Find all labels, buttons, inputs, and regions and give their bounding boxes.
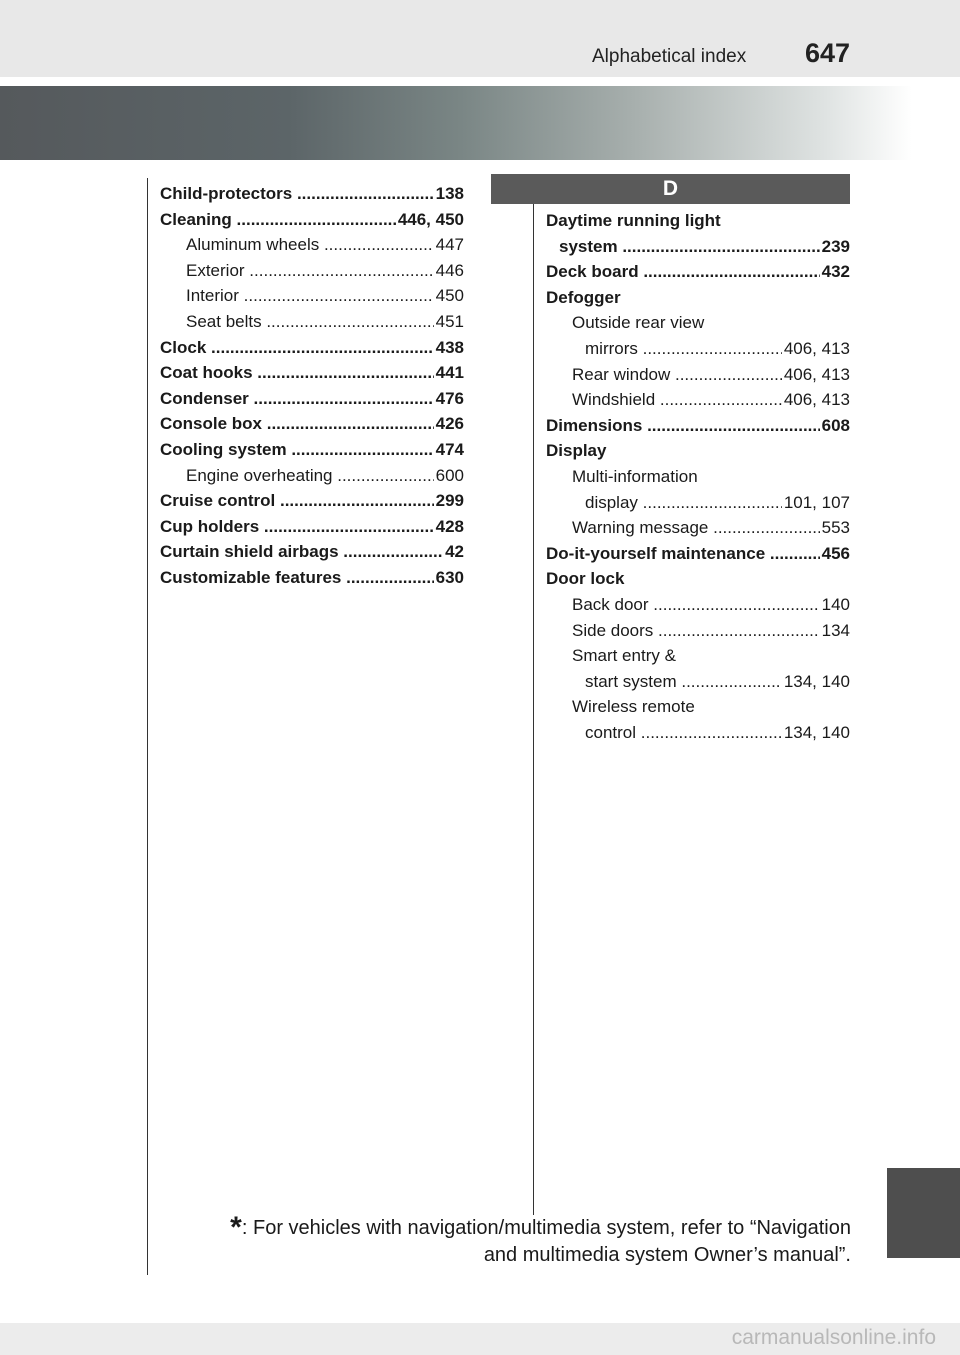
entry-term: Aluminum wheels ..... <box>186 235 464 254</box>
entry-term: Deck board ..... <box>546 262 850 281</box>
entry-page-ref: 134, 140 <box>782 669 850 695</box>
entry-term: Clock ..... <box>160 338 464 357</box>
index-entry <box>160 258 464 284</box>
entry-term: Display <box>546 441 609 460</box>
entry-page-ref: 406, 413 <box>782 387 850 413</box>
index-entry <box>546 541 850 567</box>
entry-term: Interior ..... <box>186 286 464 305</box>
entry-term: Windshield ..... <box>572 390 850 409</box>
index-entry <box>546 234 850 260</box>
index-entry <box>546 387 850 413</box>
watermark-bar <box>0 1323 960 1355</box>
index-entry <box>546 669 850 695</box>
entry-page-ref: 42 <box>443 539 464 565</box>
entry-term: Exterior ..... <box>186 261 464 280</box>
entry-page-ref: 406, 413 <box>782 336 850 362</box>
index-entry <box>160 335 464 361</box>
entry-page-ref: 134, 140 <box>782 720 850 746</box>
footnote-marker: * <box>230 1211 242 1244</box>
left-divider <box>147 178 148 1275</box>
entry-term: Back door ..... <box>572 595 850 614</box>
entry-page-ref: 140 <box>820 592 850 618</box>
index-entry <box>546 285 850 311</box>
header-band <box>0 86 960 160</box>
index-entry <box>160 411 464 437</box>
entry-term: control ..... <box>585 723 850 742</box>
entry-term: Seat belts ..... <box>186 312 464 331</box>
entry-page-ref: 101, 107 <box>782 490 850 516</box>
letter-header-d: D <box>491 174 850 204</box>
index-entry <box>160 283 464 309</box>
index-entry <box>546 694 850 720</box>
entry-term: Multi-information <box>572 467 701 486</box>
entry-page-ref: 630 <box>434 565 464 591</box>
index-entry <box>546 464 850 490</box>
entry-term: mirrors ..... <box>585 339 850 358</box>
index-entry <box>546 438 850 464</box>
entry-page-ref: 432 <box>820 259 850 285</box>
entry-page-ref: 406, 413 <box>782 362 850 388</box>
index-entry <box>160 309 464 335</box>
entry-page-ref: 474 <box>434 437 464 463</box>
entry-term: Cleaning ..... <box>160 210 464 229</box>
index-entry <box>160 463 464 489</box>
entry-page-ref: 447 <box>434 232 464 258</box>
entry-term: Defogger <box>546 288 624 307</box>
entry-term: Outside rear view <box>572 313 707 332</box>
entry-page-ref: 239 <box>820 234 850 260</box>
index-entry <box>546 336 850 362</box>
entry-term: Cup holders ..... <box>160 517 464 536</box>
index-entry <box>546 490 850 516</box>
entry-page-ref: 456 <box>820 541 850 567</box>
index-column-right <box>546 208 850 745</box>
entry-term: display ..... <box>585 493 850 512</box>
entry-page-ref: 428 <box>434 514 464 540</box>
entry-term: Coat hooks ..... <box>160 363 464 382</box>
entry-term: Child-protectors ..... <box>160 184 464 203</box>
entry-term: Smart entry & <box>572 646 679 665</box>
footnote <box>160 1211 851 1269</box>
entry-page-ref: 446 <box>434 258 464 284</box>
entry-page-ref: 441 <box>434 360 464 386</box>
index-entry <box>546 515 850 541</box>
entry-term: Door lock <box>546 569 627 588</box>
entry-term: Daytime running light <box>546 211 724 230</box>
entry-term: Console box ..... <box>160 414 464 433</box>
entry-page-ref: 608 <box>820 413 850 439</box>
index-entry <box>546 618 850 644</box>
entry-term: Engine overheating ..... <box>186 466 464 485</box>
index-entry <box>160 488 464 514</box>
index-entry <box>160 514 464 540</box>
entry-term: Do-it-yourself maintenance ..... <box>546 544 850 563</box>
entry-term: Curtain shield airbags ..... <box>160 542 464 561</box>
index-entry <box>160 207 464 233</box>
index-entry <box>546 259 850 285</box>
column-divider <box>533 178 534 1215</box>
index-entry <box>546 310 850 336</box>
index-entry <box>160 437 464 463</box>
entry-page-ref: 446, 450 <box>396 207 464 233</box>
entry-page-ref: 451 <box>434 309 464 335</box>
footnote-line1: : For vehicles with navigation/multimedia system, refer to “Navigation <box>241 1217 851 1239</box>
index-entry <box>546 362 850 388</box>
index-entry <box>160 565 464 591</box>
page-number: 647 <box>805 38 851 68</box>
entry-page-ref: 600 <box>434 463 464 489</box>
entry-term: Side doors ..... <box>572 621 850 640</box>
entry-page-ref: 299 <box>434 488 464 514</box>
index-entry <box>160 539 464 565</box>
entry-term: system ..... <box>559 237 850 256</box>
entry-term: start system ..... <box>585 672 850 691</box>
entry-page-ref: 476 <box>434 386 464 412</box>
entry-term: Condenser ..... <box>160 389 464 408</box>
entry-page-ref: 438 <box>434 335 464 361</box>
entry-term: Cooling system ..... <box>160 440 464 459</box>
index-entry <box>546 592 850 618</box>
entry-page-ref: 450 <box>434 283 464 309</box>
index-entry <box>160 386 464 412</box>
index-entry <box>546 413 850 439</box>
entry-term: Warning message ..... <box>572 518 850 537</box>
index-entry <box>546 643 850 669</box>
index-entry <box>160 232 464 258</box>
index-entry <box>546 208 850 234</box>
index-column-left <box>160 181 464 591</box>
entry-page-ref: 138 <box>434 181 464 207</box>
entry-term: Dimensions ..... <box>546 416 850 435</box>
index-entry <box>546 720 850 746</box>
footnote-line2: and multimedia system Owner’s manual”. <box>483 1244 851 1266</box>
chapter-tab <box>887 1168 960 1258</box>
entry-page-ref: 426 <box>434 411 464 437</box>
entry-page-ref: 553 <box>820 515 850 541</box>
index-entry <box>160 181 464 207</box>
entry-term: Cruise control ..... <box>160 491 464 510</box>
index-entry <box>160 360 464 386</box>
section-title: Alphabetical index <box>592 46 747 67</box>
entry-term: Rear window ..... <box>572 365 850 384</box>
index-entry <box>546 566 850 592</box>
entry-term: Wireless remote <box>572 697 698 716</box>
watermark-text: carmanualsonline.info <box>731 1326 936 1349</box>
entry-page-ref: 134 <box>820 618 850 644</box>
entry-term: Customizable features ..... <box>160 568 464 587</box>
